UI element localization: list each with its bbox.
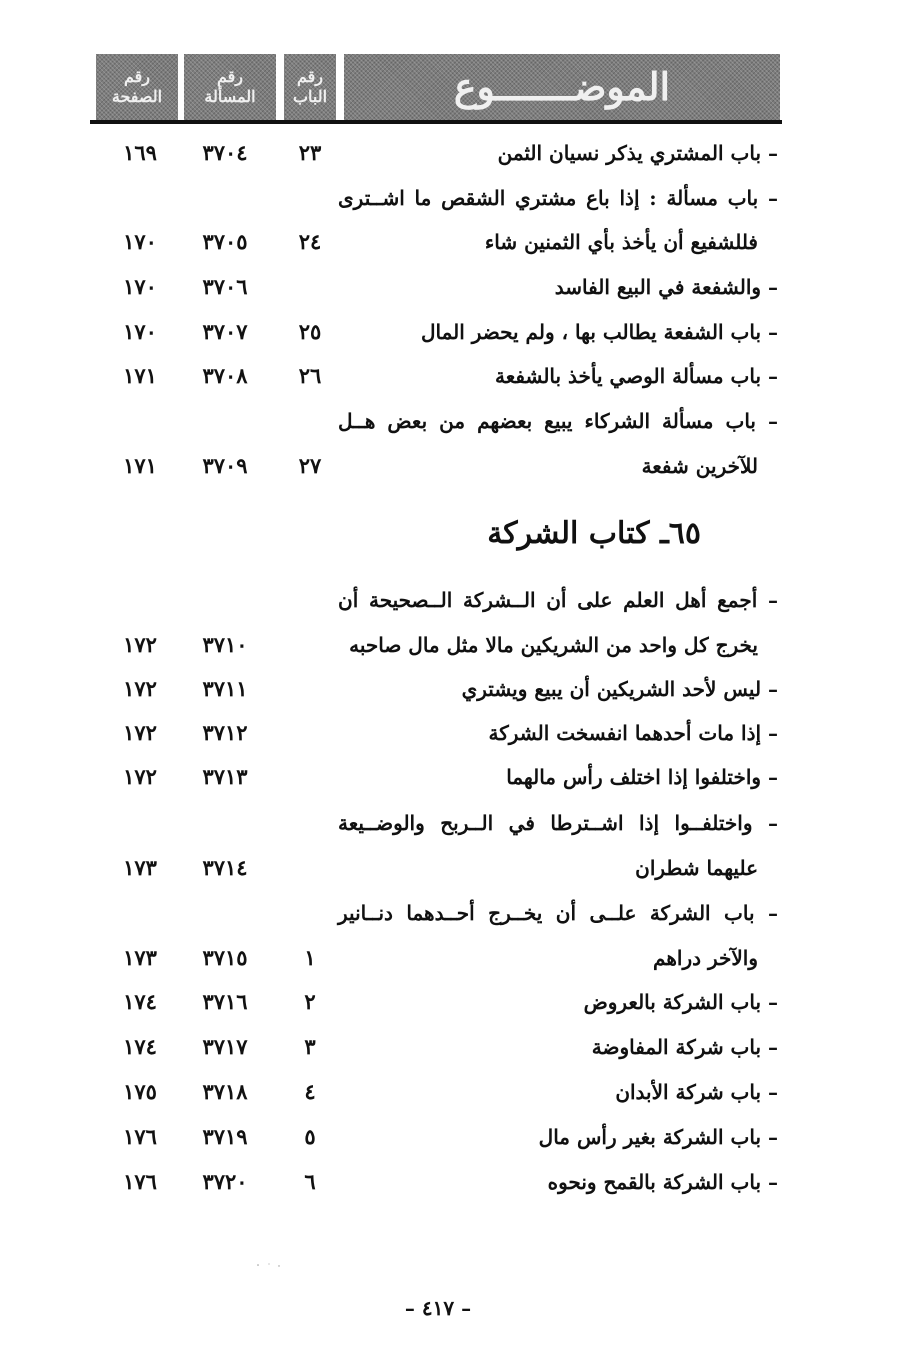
toc-row-text: – والشفعة في البيع الفاسد [554,275,778,299]
toc-row-chapter: ٢٤ [298,229,322,254]
toc-row [0,583,906,617]
toc-row-issue: ٣٧١٠ [202,632,248,657]
toc-row [0,270,906,304]
toc-row-text: – باب شركة المفاوضة [591,1035,778,1059]
toc-row-page: ١٦٩ [123,140,157,165]
toc-row [0,359,906,393]
toc-row-issue: ٣٧٠٥ [202,229,248,254]
toc-row-text: – باب مسألة الشركاء يبيع بعضهم من بعض هــل [338,409,778,433]
header-chapter-number [284,54,336,120]
toc-row-page: ١٧٠ [123,229,157,254]
scan-speck-decoration [255,1262,285,1268]
toc-row [0,896,906,930]
header-chapter-number-line1: رقم [296,67,324,86]
toc-row [0,1120,906,1154]
toc-row [0,404,906,438]
toc-row [0,181,906,215]
toc-row [0,941,906,975]
toc-row-page: ١٧١ [123,363,157,388]
toc-row [0,760,906,794]
toc-row [0,1030,906,1064]
toc-row [0,672,906,706]
toc-row-chapter: ٤ [304,1079,316,1104]
toc-row-text: فللشفيع أن يأخذ بأي الثمنين شاء [484,230,758,254]
toc-row-chapter: ١ [304,945,316,970]
toc-row-page: ١٧١ [123,453,157,478]
toc-row-text: – باب الشركة بغير رأس مال [538,1125,778,1149]
page-number-footer: – ٤١٧ – [404,1296,472,1320]
table-header [96,54,780,120]
toc-row-page: ١٧٥ [123,1079,157,1104]
toc-row-text: – باب مسألة الوصي يأخذ بالشفعة [494,364,778,388]
toc-row [0,628,906,662]
toc-row-text: عليهما شطران [635,856,758,880]
toc-row-issue: ٣٧١٧ [202,1034,248,1059]
toc-row-text: والآخر دراهم [653,946,758,970]
toc-row-text: للآخرين شفعة [641,454,758,478]
toc-row-page: ١٧٦ [123,1169,157,1194]
header-divider [90,120,782,124]
toc-row-issue: ٣٧٠٤ [202,140,248,165]
toc-row-issue: ٣٧٢٠ [202,1169,248,1194]
toc-row [0,449,906,483]
toc-row-issue: ٣٧١٨ [202,1079,248,1104]
toc-row-chapter: ٢٣ [298,140,322,165]
header-issue-number [184,54,276,120]
header-chapter-number-line2: الباب [292,87,328,106]
toc-row [0,1165,906,1199]
toc-row-issue: ٣٧١١ [202,676,248,701]
toc-row-chapter: ٥ [304,1124,316,1149]
toc-row-text: – باب الشفعة يطالب بها ، ولم يحضر المال [420,320,778,344]
toc-row [0,806,906,840]
toc-row [0,716,906,750]
toc-row-chapter: ٢٧ [298,453,322,478]
toc-row-page: ١٧٠ [123,274,157,299]
toc-row [0,315,906,349]
toc-row-chapter: ٦ [304,1169,316,1194]
header-issue-number-line2: المسألة [204,87,256,106]
toc-row-page: ١٧٢ [123,720,157,745]
toc-row-text: – ليس لأحد الشريكين أن يبيع ويشتري [461,677,778,701]
toc-row-issue: ٣٧٠٦ [202,274,248,299]
toc-row-issue: ٣٧١٤ [202,855,248,880]
toc-row-text: – باب مسألة : إذا باع مشتري الشقص ما اشــترى [338,186,778,210]
toc-row [0,851,906,885]
toc-row-chapter: ٢٥ [298,319,322,344]
toc-row-page: ١٧٤ [123,1034,157,1059]
toc-row [0,136,906,170]
toc-row-text: – باب شركة الأبدان [615,1080,778,1104]
toc-row-text: – باب المشتري يذكر نسيان الثمن [497,141,778,165]
toc-row-chapter: ٣ [304,1034,316,1059]
section-title: ٦٥ـ كتاب الشركة [487,516,701,551]
toc-row-issue: ٣٧١٢ [202,720,248,745]
toc-row-chapter: ٢٦ [298,363,322,388]
toc-row-issue: ٣٧٠٨ [202,363,248,388]
toc-row-page: ١٧٦ [123,1124,157,1149]
toc-row-text: – باب الشركة علــى أن يخــرج أحــدهما دنــانير [338,901,778,925]
toc-row [0,1075,906,1109]
header-issue-number-line1: رقم [216,67,244,86]
toc-row-chapter: ٢ [304,989,316,1014]
toc-row-page: ١٧٢ [123,764,157,789]
toc-row-text: يخرج كل واحد من الشريكين مالا مثل مال صاحبه [349,633,758,657]
header-page-number-line2: الصفحة [111,87,163,106]
toc-row-text: – باب الشركة بالقمح ونحوه [547,1170,778,1194]
toc-row [0,985,906,1019]
header-topic [344,54,780,120]
toc-row-page: ١٧٠ [123,319,157,344]
toc-row-issue: ٣٧١٩ [202,1124,248,1149]
toc-row-issue: ٣٧٠٧ [202,319,248,344]
toc-row-text: – واختلفوا إذا اختلف رأس مالهما [506,765,778,789]
toc-row-issue: ٣٧١٦ [202,989,248,1014]
toc-row-issue: ٣٧١٣ [202,764,248,789]
toc-row-text: – واختلفــوا إذا اشــترطا في الــربح والوضــيعة [338,811,778,835]
toc-row-text: – أجمع أهل العلم على أن الــشركة الــصحيحة أن [338,588,778,612]
header-topic-label: الموضـــــــوع [453,64,671,109]
toc-row-page: ١٧٣ [123,945,157,970]
toc-row-page: ١٧٣ [123,855,157,880]
toc-row-text: – إذا مات أحدهما انفسخت الشركة [488,721,778,745]
toc-row-issue: ٣٧٠٩ [202,453,248,478]
toc-row-page: ١٧٢ [123,676,157,701]
header-page-number-line1: رقم [123,67,151,86]
header-page-number [96,54,178,120]
toc-row-text: – باب الشركة بالعروض [583,990,778,1014]
toc-row [0,225,906,259]
toc-row-page: ١٧٤ [123,989,157,1014]
toc-row-issue: ٣٧١٥ [202,945,248,970]
toc-row-page: ١٧٢ [123,632,157,657]
